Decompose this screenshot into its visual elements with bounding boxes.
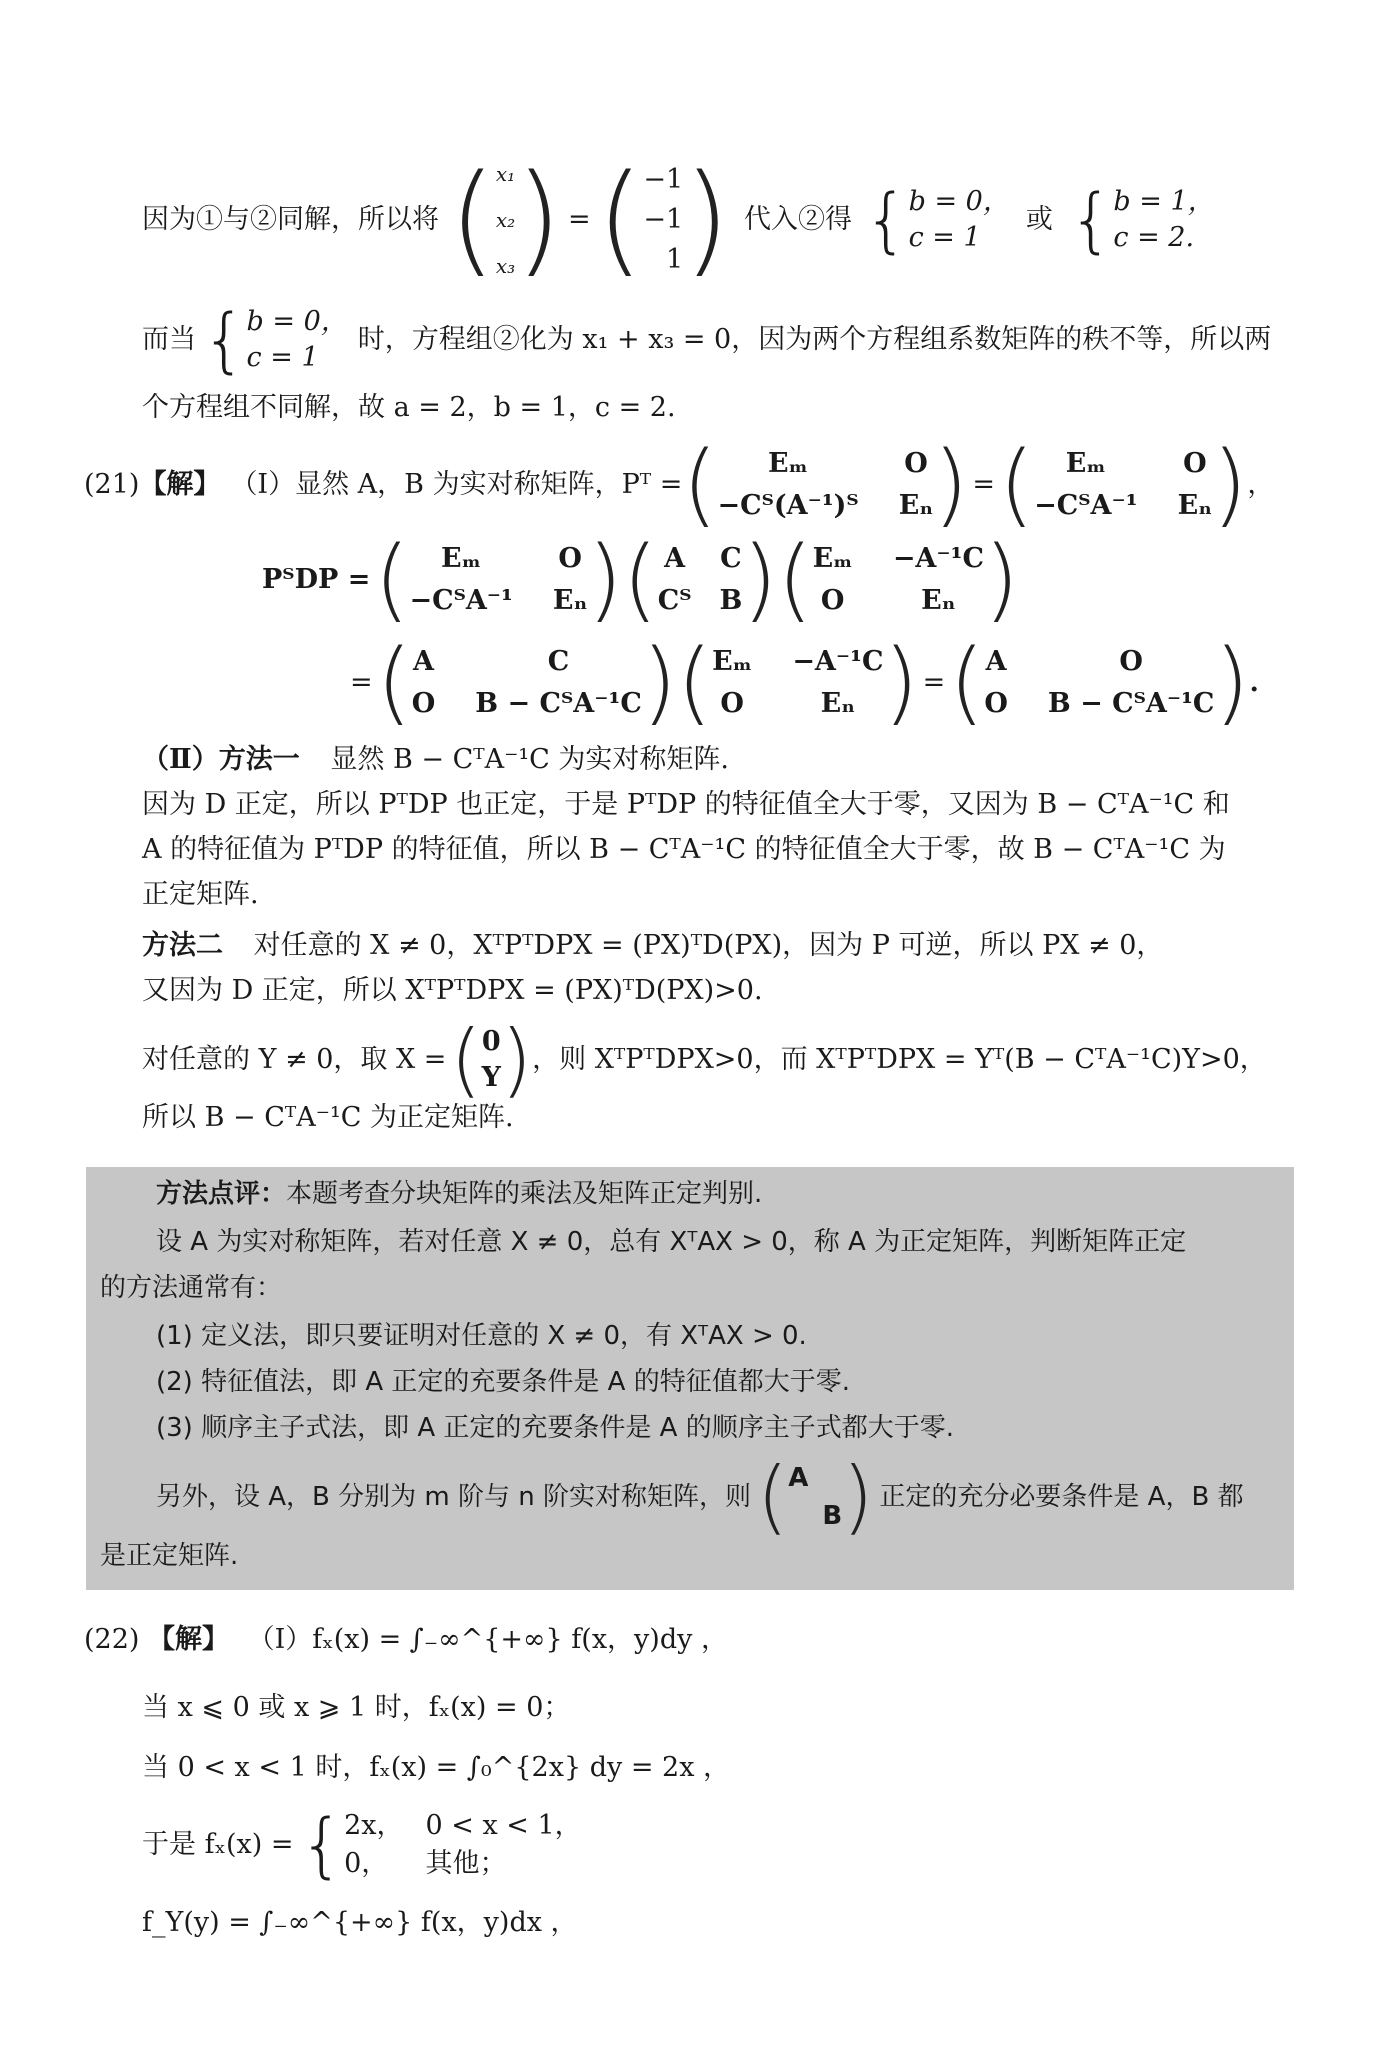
method-1-heading: （Ⅱ）方法一 [142,744,300,775]
matrix-1: ( Eₘ O −Cᵀ(A⁻¹)ᵀ Eₙ ) [682,432,969,537]
vec-x-3: x₃ [495,254,516,278]
piecewise: { 2x， 0 < x < 1， 0， 其他； [299,1804,582,1886]
m4-21: Cᵀ [657,585,692,616]
comment-line-1 [156,1177,762,1211]
text: 于是 fₓ(x) = [142,1829,294,1860]
vec-v-2: −1 [643,204,684,235]
line-21-2 [262,527,1020,632]
m5-11: Eₘ [812,543,853,574]
m3-21: −CᵀA⁻¹ [409,585,513,616]
equals: = [350,667,373,698]
m8-12: O [1119,646,1143,677]
m5-12: −A⁻¹C [892,543,984,574]
matrix-8: ( A O O B − CᵀA⁻¹C ) [949,630,1250,735]
text: 另外，设 A，B 分别为 m 阶与 n 阶实对称矩阵，则 [156,1482,752,1512]
vec-x-2: x₂ [495,208,516,232]
m2-11: Eₘ [1065,448,1106,479]
line-22-2: 当 x ⩽ 0 或 x ⩾ 1 时，fₓ(x) = 0； [142,1692,571,1723]
matrix-4: ( A C Cᵀ B ) [622,527,778,632]
system-1: { b = 0， c = 1 [864,179,1010,261]
matrix-6: ( A C O B − CᵀA⁻¹C ) [376,630,677,735]
m7-12: −A⁻¹C [792,646,884,677]
comment-line-3: 的方法通常有： [100,1273,283,1303]
mat-ab-11: A [788,1463,809,1493]
case-1-cond: 0 < x < 1， [425,1810,582,1841]
period: . [1249,667,1259,698]
system-3: { b = 0， c = 1 [202,299,348,381]
mat-ab-22: B [822,1501,843,1531]
m3-12: O [558,543,582,574]
line-20-3: 个方程组不同解，故 a = 2，b = 1，c = 2. [142,392,676,423]
m4-22: B [719,585,743,616]
m3-22: Eₙ [552,585,588,616]
m1-12: O [904,448,928,479]
vec-v-3: 1 [666,244,684,275]
text: 显然 B − CᵀA⁻¹C 为实对称矩阵. [330,744,729,775]
line-21-6: A 的特征值为 PᵀDP 的特征值，所以 B − CᵀA⁻¹C 的特征值全大于零，故 B − CᵀA⁻¹C 为 [142,834,1226,865]
m2-22: Eₙ [1177,490,1213,521]
sys1-a: b = 0， [908,186,1010,217]
text: 时，方程组②化为 x₁ + x₃ = 0，因为两个方程组系数矩阵的秩不等，所以两 [357,324,1272,355]
matrix-2: ( Eₘ O −CᵀA⁻¹ Eₙ ) [999,432,1248,537]
vec-x-1: x₁ [495,162,516,186]
method-comment-box [86,1167,1294,1590]
matrix-7: ( Eₘ −A⁻¹C O Eₙ ) [676,630,919,735]
m8-21: O [984,688,1008,719]
line-21-8 [142,928,1163,964]
text: （Ⅰ）fₓ(x) = ∫₋∞^{+∞} f(x，y)dy ， [247,1624,728,1655]
line-22-4 [142,1805,582,1885]
case-2-cond: 其他； [425,1848,507,1879]
m7-22: Eₙ [820,688,856,719]
comment-line-5: (2) 特征值法，即 A 正定的充要条件是 A 的特征值都大于零. [156,1367,850,1397]
line-21-10 [142,1013,1267,1106]
equals: = [972,469,996,500]
m7-11: Eₘ [712,646,753,677]
text: 代入②得 [744,204,853,235]
sys2-b: c = 2. [1113,222,1195,253]
equals: = [922,667,946,698]
m8-11: A [985,646,1007,677]
comment-line-6: (3) 顺序主子式法，即 A 正定的充要条件是 A 的顺序主子式都大于零. [156,1413,954,1443]
matrix-ab: ( A B ) [757,1450,874,1543]
m6-22: B − CᵀA⁻¹C [475,688,642,719]
ptdp-label: PᵀDP = [262,564,371,595]
line-22-1 [84,1622,728,1658]
m2-12: O [1183,448,1207,479]
line-21-3 [350,630,1259,735]
line-21-7: 正定矩阵. [142,879,259,910]
line-22-5: f_Y(y) = ∫₋∞^{+∞} f(x，y)dx ， [142,1907,578,1938]
text: ，则 XᵀPᵀDPX>0，而 XᵀPᵀDPX = Yᵀ(B − CᵀA⁻¹C)Y>0， [532,1044,1267,1075]
line-20-1 [142,150,1215,289]
m8-22: B − CᵀA⁻¹C [1047,688,1215,719]
text: 对任意的 X ≠ 0，XᵀPᵀDPX = (PX)ᵀD(PX)，因为 P 可逆，所以 PX ≠ 0， [253,930,1164,961]
problem-number: (22) [84,1624,140,1655]
m6-11: A [413,646,434,677]
comment-line-7 [156,1450,1244,1543]
sys3-a: b = 0， [246,306,348,337]
vec-0y-2: Y [481,1062,501,1093]
vector-0y: ( 0 Y ) [450,1013,533,1106]
comma: ， [1247,469,1275,500]
line-21-1 [84,432,1275,537]
text: （Ⅰ）显然 A，B 为实对称矩阵，Pᵀ = [230,469,683,500]
vec-v-1: −1 [643,164,684,195]
vector-x: ( x₁ x₂ x₃ ) [449,150,562,289]
method-2-heading: 方法二 [142,930,223,961]
m2-21: −CᵀA⁻¹ [1034,490,1138,521]
m5-22: Eₙ [921,585,956,616]
text: 本题考查分块矩阵的乘法及矩阵正定判别. [286,1179,763,1209]
comment-heading: 方法点评： [156,1179,287,1209]
line-21-4 [142,742,729,778]
matrix-3: ( Eₘ O −CᵀA⁻¹ Eₙ ) [374,527,623,632]
comment-line-4: (1) 定义法，即只要证明对任意的 X ≠ 0，有 XᵀAX > 0. [156,1321,807,1351]
m4-11: A [664,543,686,574]
text: 因为①与②同解，所以将 [142,204,439,235]
system-2: { b = 1， c = 2. [1068,179,1215,261]
text: 对任意的 Y ≠ 0，取 X = [142,1044,447,1075]
equals: = [567,204,591,235]
or: 或 [1025,204,1053,235]
sys2-a: b = 1， [1113,186,1215,217]
m5-21: O [820,585,845,616]
case-2-value: 0， [344,1848,389,1879]
m4-12: C [720,543,742,574]
m3-11: Eₘ [441,543,482,574]
line-21-11: 所以 B − CᵀA⁻¹C 为正定矩阵. [142,1102,514,1133]
text: 正定的充分必要条件是 A，B 都 [879,1482,1244,1512]
sys3-b: c = 1 [246,342,319,373]
comment-line-2: 设 A 为实对称矩阵，若对任意 X ≠ 0，总有 XᵀAX > 0，称 A 为正定矩阵，判断矩阵正定 [156,1227,1187,1257]
line-21-5: 因为 D 正定，所以 PᵀDP 也正定，于是 PᵀDP 的特征值全大于零，又因为 B − CᵀA⁻¹C 和 [142,789,1230,820]
m7-21: O [720,688,744,719]
m6-12: C [547,646,570,677]
m1-21: −Cᵀ(A⁻¹)ᵀ [717,490,859,521]
solution-tag: 【解】 [148,1624,230,1655]
vector-v: ( −1 −1 1 ) [596,150,731,289]
matrix-5: ( Eₘ −A⁻¹C O Eₙ ) [777,527,1020,632]
problem-number: (21) [84,469,140,500]
m1-11: Eₘ [767,448,809,479]
case-1-value: 2x， [344,1810,404,1841]
sys1-b: c = 1 [908,222,981,253]
vec-0y-1: 0 [481,1026,501,1057]
m1-22: Eₙ [898,490,934,521]
line-20-2 [142,300,1271,380]
line-22-3: 当 0 < x < 1 时，fₓ(x) = ∫₀^{2x} dy = 2x ， [142,1752,731,1783]
comment-line-8: 是正定矩阵. [100,1541,239,1571]
solution-tag: 【解】 [139,469,221,500]
line-21-9: 又因为 D 正定，所以 XᵀPᵀDPX = (PX)ᵀD(PX)>0. [142,975,763,1006]
m6-21: O [411,688,436,719]
text: 而当 [142,324,196,355]
